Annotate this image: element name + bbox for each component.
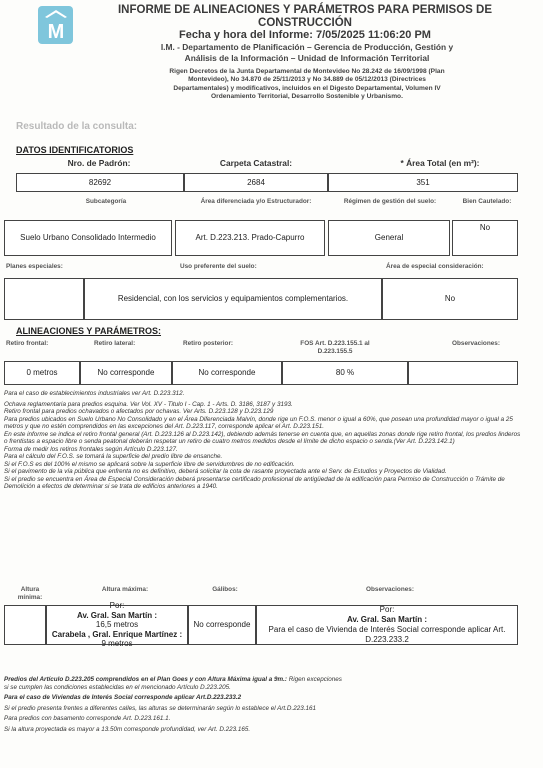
- uso-value: Residencial, con los servicios y equipamientos complementarios.: [84, 278, 382, 320]
- note-vivienda-interes: Para el caso de Viviendas de Interés Social corresponde aplicar Art.D.223.233.2: [4, 694, 242, 701]
- decree-text: Rigen Decretos de la Junta Departamental de Montevideo No 28.242 de 16/09/1998 (Plan Montevideo), No 34.870 de 25/11/2013 y No 34.889 de 05/12/2013 (Directrices Departamentales) y modificativos, incluidos en el Digesto Departamental, Volumen IV Ordenamiento Territorial, Desarrollo Sostenible y Urbanismo.: [169, 68, 445, 101]
- retiro-posterior-value: No corresponde: [172, 361, 282, 385]
- note-ochava: Ochava reglamentaria para predios esquina. Ver Vol. XV - Titulo I - Cap. 1 - Arts. D. 3186, 3187 y 3193.: [4, 400, 293, 408]
- svg-text:M: M: [47, 21, 64, 42]
- note-area-especial: Si el predio se encuentra en Área de Especial Consideración deberá presentarse certificado profesional de antigüedad de la edificación para Permiso de Construcción o Trámite de Demolición a efectos de determinar si se trata de edificios anteriores a 1940.: [4, 475, 505, 490]
- padron-value: 82692: [16, 173, 184, 192]
- note-calculo-fos: Para el cálculo del F.O.S. se tomará la superficie del predio libre de ensanche.: [4, 453, 223, 460]
- report-title: INFORME DE ALINEACIONES Y PARÁMETROS PARA PERMISOS DE CONSTRUCCIÓN: [117, 4, 492, 29]
- alturas-obs-label: Observaciones:: [366, 586, 414, 593]
- note-pavimento: Si el pavimento de la vía pública que enfrenta no es definitivo, deberá solicitar la cota de rasante proyectada ante el Serv. de Estudios y Proyectos de Vialidad.: [4, 468, 447, 475]
- especial-label: Área de especial consideración:: [386, 263, 484, 270]
- report-datetime: Fecha y hora del Informe: 7/05/2025 11:06:20 PM: [179, 29, 431, 41]
- m-logo-icon: [41, 8, 71, 42]
- observaciones-value: [408, 361, 518, 385]
- note-retiro-ochavados: Retiro frontal para predios ochavados o afectados por ochavas. Ver Arts. D.223.128 y D.223.129: [4, 408, 274, 415]
- note-basamento: Para predios con basamento corresponde Art. D.223.161.1.: [4, 715, 171, 722]
- fos-value: 80 %: [282, 361, 408, 385]
- notes-block-1: [4, 390, 524, 491]
- galibos-label: Gálibos:: [212, 586, 238, 593]
- im-logo: [38, 6, 73, 44]
- section-datos-title: DATOS IDENTIFICATORIOS: [16, 145, 134, 155]
- retiro-posterior-label: Retiro posterior:: [183, 340, 234, 347]
- note-plan-goes: Predios del Artículo D.223.205 comprendidos en el Plan Goes y con Altura Máxima igual a 9m.: Rigen excepciones si se cumplen las condiciones establecidas en el mencionado Artículo D.223.205.: [4, 676, 342, 691]
- area-total-value: 351: [328, 173, 518, 192]
- altura-maxima-label: Altura máxima:: [101, 586, 149, 593]
- note-altura-proyectada: Si la altura proyectada es mayor a 13.50m corresponde profundidad, ver Art. D.223.165.: [4, 725, 251, 733]
- note-retiro-frontal: En este informe se indica el retiro frontal general (Art. D.223.126 al D.223.142), debiendo además tenerse en cuenta que, en aquellas zonas donde rige retiro frontal, los predios linderos o frentistas a espacio libre o senda peatonal deberán respetar un retiro de cuatro metros medidos desde el límite de dicho espacio o senda.(Ver Art. D.223.142.1): [4, 430, 521, 445]
- especial-value: No: [382, 278, 518, 320]
- galibos-value: No corresponde: [188, 605, 256, 645]
- note-forma-medir: Forma de medir los retiros frontales según Artículo D.223.127.: [4, 445, 178, 453]
- regimen-value: General: [328, 220, 450, 256]
- padron-label: Nro. de Padrón:: [67, 158, 131, 168]
- cautelado-value: No: [452, 220, 518, 256]
- planes-label: Planes especiales:: [6, 263, 63, 270]
- cautelado-label: Bien Cautelado:: [462, 198, 512, 205]
- note-frentes-calles: Si el predio presenta frentes a diferentes calles, las alturas se determinarán según lo establece el Art.D.223.161: [4, 704, 316, 712]
- area-diferenciada-label: Área diferenciada y/o Estructurador:: [200, 198, 312, 205]
- retiro-lateral-value: No corresponde: [80, 361, 172, 385]
- altura-minima-value: [4, 605, 46, 645]
- alturas-obs-value: Por: Av. Gral. San Martín : Para el caso de Vivienda de Interés Social corresponde aplicar Art. D.223.233.2: [256, 605, 518, 645]
- catastral-value: 2684: [184, 173, 328, 192]
- observaciones-label: Observaciones:: [452, 340, 500, 347]
- altura-minima-label: Altura mínima:: [17, 586, 43, 601]
- note-industriales: Para el caso de establecimientos industriales ver Art. D.223.312.: [4, 390, 185, 397]
- department-text: I.M. - Departamento de Planificación – Gerencia de Producción, Gestión y Análisis de la Información – Unidad de Información Territorial: [160, 42, 454, 63]
- fos-label: FOS Art. D.223.155.1 al D.223.155.5: [300, 340, 370, 355]
- subcategoria-value: Suelo Urbano Consolidado Intermedio: [4, 220, 172, 256]
- notes-block-2: [4, 676, 344, 733]
- section-alineaciones-title: ALINEACIONES Y PARÁMETROS:: [16, 326, 162, 336]
- altura-maxima-value: Por: Av. Gral. San Martín : 16,5 metros Carabela , Gral. Enrique Martínez : 9 metros: [46, 605, 188, 645]
- area-diferenciada-value: Art. D.223.213. Prado-Capurro: [175, 220, 325, 256]
- retiro-frontal-value: 0 metros: [4, 361, 80, 385]
- planes-value: [4, 278, 84, 320]
- note-fos-100: Si el F.O.S es del 100% el mismo se aplicará sobre la superficie libre de servidumbres de no edificación.: [4, 460, 295, 468]
- regimen-label: Régimen de gestión del suelo:: [343, 198, 437, 205]
- note-fos-malvin: Para predios ubicados en Suelo Urbano No Consolidado y en el Área Diferenciada Malvín, donde rige un F.O.S. menor o igual a 60%, que posean una profundidad mayor o igual a 25 metros y que no estén comprendidos en las excepciones del Art. D.223.117, corresponde aplicar el Art. D.223.151.: [4, 415, 513, 430]
- result-label: Resultado de la consulta:: [16, 121, 138, 132]
- retiro-lateral-label: Retiro lateral:: [94, 340, 136, 347]
- catastral-label: Carpeta Catastral:: [219, 158, 293, 168]
- uso-label: Uso preferente del suelo:: [180, 263, 257, 270]
- area-total-label: * Área Total (en m²):: [400, 158, 480, 168]
- subcategoria-label: Subcategoría: [85, 198, 127, 205]
- retiro-frontal-label: Retiro frontal:: [6, 340, 49, 347]
